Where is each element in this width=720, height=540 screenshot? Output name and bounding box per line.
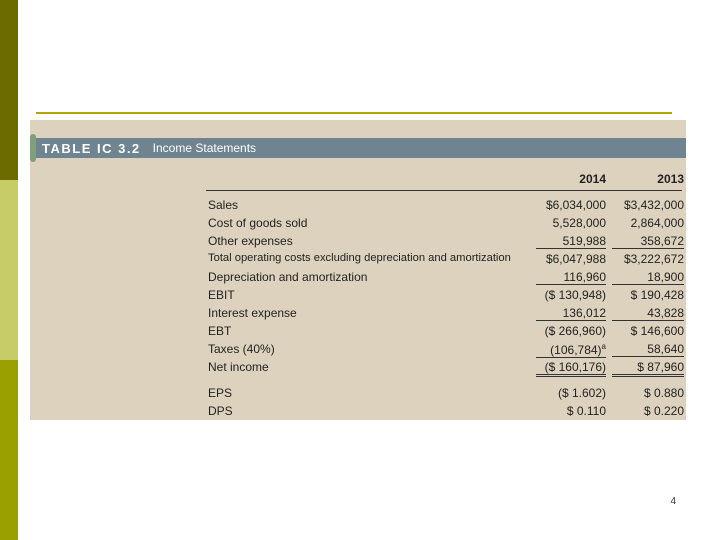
- row-label: EBIT: [208, 288, 235, 302]
- row-label: EPS: [208, 386, 233, 400]
- value-2014: 519,988: [536, 234, 606, 249]
- value-2013: 2,864,000: [630, 216, 684, 230]
- column-header-2014: 2014: [579, 172, 606, 186]
- value-2013: $3,432,000: [623, 198, 684, 212]
- row-label: Cost of goods sold: [208, 216, 308, 230]
- row-label: Taxes (40%): [208, 342, 275, 356]
- value-2013: $ 190,428: [630, 288, 684, 302]
- value-2013: $ 0.880: [643, 386, 684, 400]
- row-label: EBT: [208, 324, 232, 338]
- title-divider: [36, 112, 672, 114]
- value-2013: 58,640: [612, 342, 684, 357]
- row-label: DPS: [208, 404, 233, 418]
- left-accent-dark: [0, 0, 18, 180]
- value-2014: ($ 1.602): [557, 386, 606, 400]
- row-label: Interest expense: [208, 306, 297, 320]
- value-2013: 358,672: [612, 234, 684, 249]
- row-label: Total operating costs excluding depreciation and amortization: [208, 252, 511, 264]
- value-2014: $ 0.110: [566, 404, 606, 418]
- value-2014: 5,528,000: [552, 216, 606, 230]
- table-title: Income Statements: [152, 141, 257, 155]
- footnote-marker: a: [601, 342, 606, 351]
- value-2013: $ 87,960: [612, 360, 684, 377]
- left-accent-light: [0, 180, 18, 360]
- value-2014: $6,047,988: [545, 252, 606, 266]
- value-2014: $6,034,000: [545, 198, 606, 212]
- left-accent-olive: [0, 360, 18, 540]
- value-2014-text: (106,784): [550, 343, 602, 357]
- value-2013: $ 146,600: [630, 324, 684, 338]
- value-2014: ($ 130,948): [544, 288, 606, 302]
- row-label: Net income: [208, 360, 269, 374]
- row-label: Other expenses: [208, 234, 293, 248]
- row-label: Sales: [208, 198, 239, 212]
- value-2014: [536, 342, 606, 358]
- value-2014: ($ 266,960): [544, 324, 606, 338]
- column-header-2013: 2013: [657, 172, 684, 186]
- value-2014: ($ 160,176): [536, 360, 606, 377]
- value-2014: 116,960: [536, 270, 606, 285]
- slide-number: 4: [670, 496, 676, 507]
- header-rule: [206, 190, 682, 191]
- row-label: Depreciation and amortization: [208, 270, 368, 284]
- left-accent-bar: [0, 0, 18, 540]
- table-caption-bar: [36, 138, 686, 158]
- table-number: TABLE IC 3.2: [42, 140, 141, 156]
- value-2013: 18,900: [612, 270, 684, 285]
- value-2014: 136,012: [536, 306, 606, 321]
- value-2013: $ 0.220: [643, 404, 684, 418]
- value-2013: 43,828: [612, 306, 684, 321]
- value-2013: $3,222,672: [623, 252, 684, 266]
